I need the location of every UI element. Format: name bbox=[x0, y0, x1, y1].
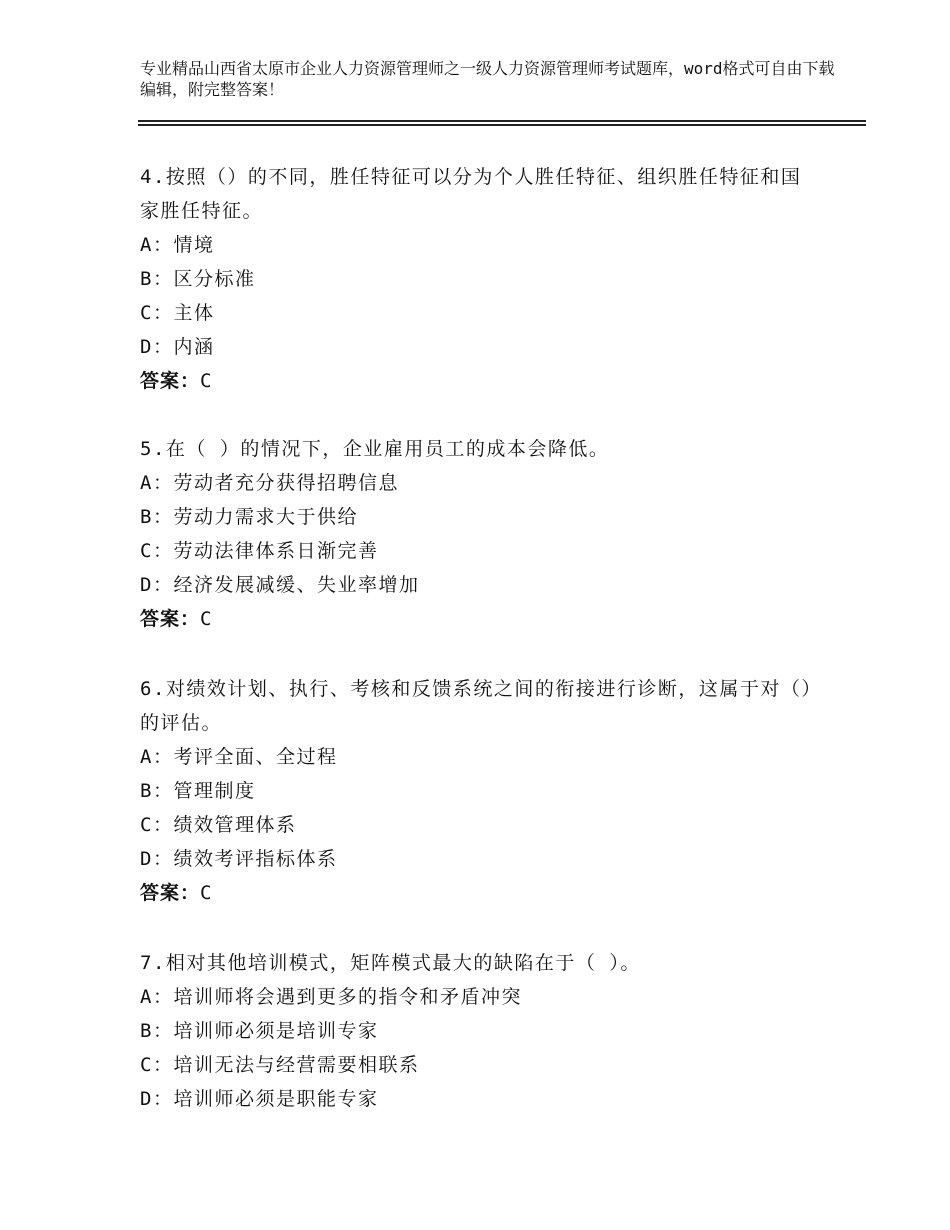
option-b: B：培训师必须是培训专家 bbox=[140, 1020, 379, 1042]
question-5 bbox=[140, 432, 820, 636]
option-c: C：培训无法与经营需要相联系 bbox=[140, 1054, 420, 1076]
option-b: B：区分标准 bbox=[140, 268, 256, 290]
answer-value: C bbox=[200, 370, 213, 392]
question-text: 7.相对其他培训模式，矩阵模式最大的缺陷在于（ ）。 bbox=[140, 952, 641, 974]
question-text: 6.对绩效计划、执行、考核和反馈系统之间的衔接进行诊断，这属于对（）的评估。 bbox=[140, 678, 813, 734]
option-a: A：培训师将会遇到更多的指令和矛盾冲突 bbox=[140, 986, 522, 1008]
option-d: D：培训师必须是职能专家 bbox=[140, 1088, 379, 1110]
answer-label: 答案： bbox=[140, 882, 201, 904]
option-a: A：考评全面、全过程 bbox=[140, 746, 338, 768]
answer-label: 答案： bbox=[140, 608, 201, 630]
option-d: D：内涵 bbox=[140, 336, 215, 358]
question-4 bbox=[140, 160, 820, 398]
option-a: A：情境 bbox=[140, 234, 215, 256]
option-d: D：经济发展减缓、失业率增加 bbox=[140, 574, 420, 596]
option-c: C：主体 bbox=[140, 302, 215, 324]
option-b: B：劳动力需求大于供给 bbox=[140, 506, 358, 528]
answer-line bbox=[140, 364, 820, 398]
option-d: D：绩效考评指标体系 bbox=[140, 848, 338, 870]
answer-line bbox=[140, 602, 820, 636]
answer-line bbox=[140, 876, 820, 910]
answer-label: 答案： bbox=[140, 370, 201, 392]
question-7 bbox=[140, 946, 820, 1116]
option-c: C：绩效管理体系 bbox=[140, 814, 297, 836]
answer-value: C bbox=[200, 608, 213, 630]
header-divider-bottom bbox=[138, 124, 866, 126]
question-text: 4.按照（）的不同，胜任特征可以分为个人胜任特征、组织胜任特征和国家胜任特征。 bbox=[140, 166, 802, 222]
question-text: 5.在（ ）的情况下，企业雇用员工的成本会降低。 bbox=[140, 438, 610, 460]
document-header: 专业精品山西省太原市企业人力资源管理师之一级人力资源管理师考试题库，word格式可自由下载编辑，附完整答案！ bbox=[140, 59, 835, 99]
option-a: A：劳动者充分获得招聘信息 bbox=[140, 472, 399, 494]
header-divider-top bbox=[138, 120, 866, 122]
option-b: B：管理制度 bbox=[140, 780, 256, 802]
answer-value: C bbox=[200, 882, 213, 904]
option-c: C：劳动法律体系日渐完善 bbox=[140, 540, 379, 562]
question-6 bbox=[140, 672, 820, 910]
